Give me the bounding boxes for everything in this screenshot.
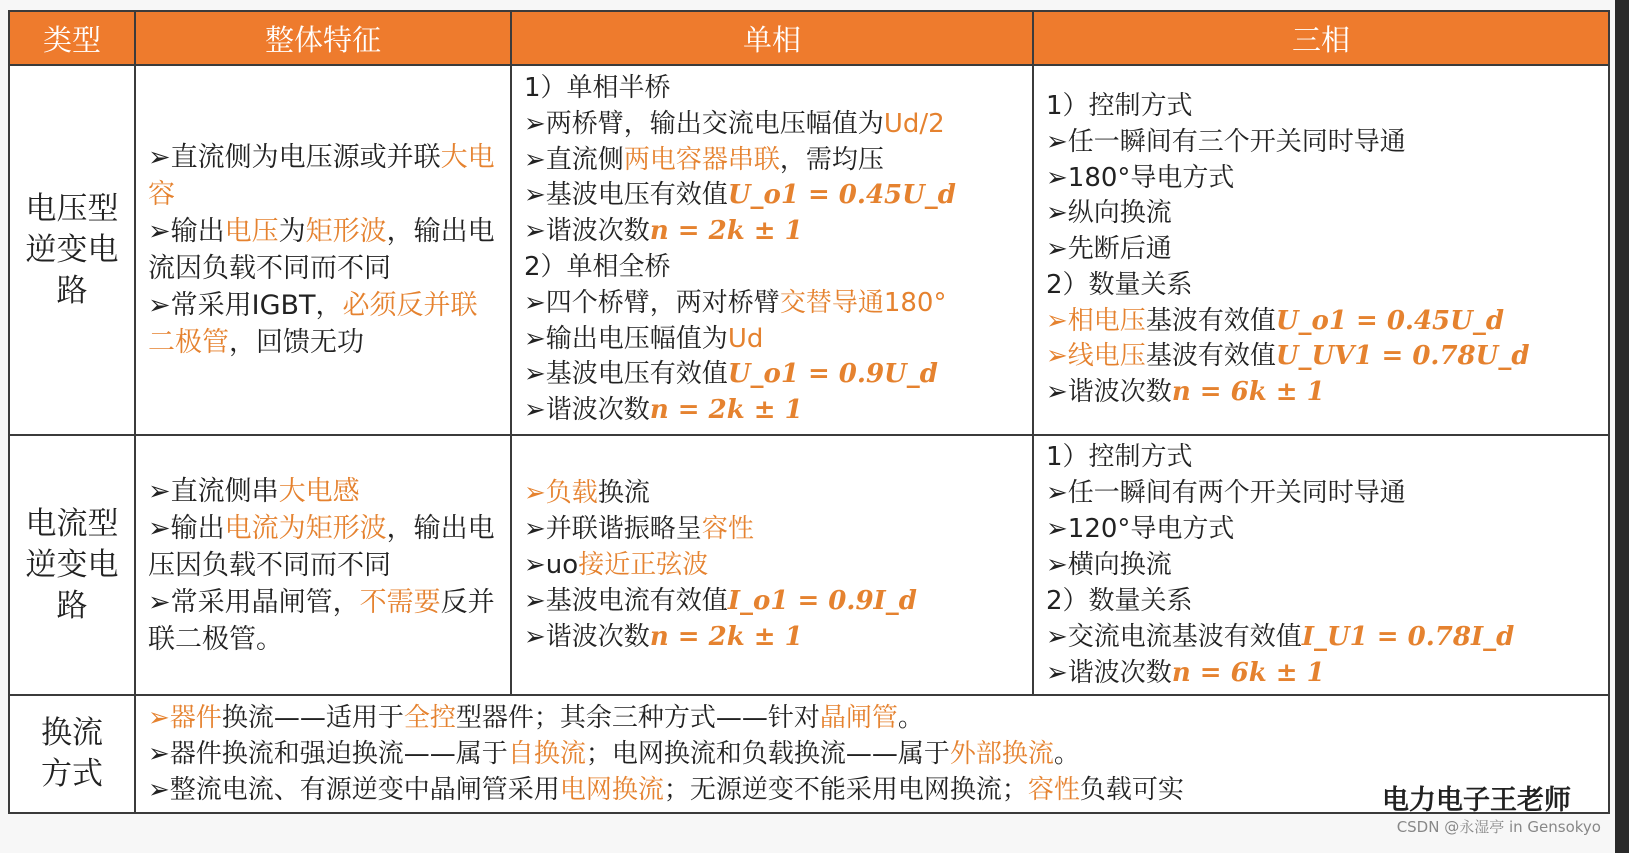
current-type-line: 路 (56, 587, 88, 624)
current-feature-3: ➢常采用晶闸管，不需要反并联二极管。 (148, 586, 495, 655)
current-features (135, 435, 511, 695)
three-ctrl-item: ➢任一瞬间有两个开关同时导通 (1046, 478, 1406, 508)
header-features: 整体特征 (135, 11, 511, 65)
three-qty-title: 2）数量关系 (1046, 586, 1193, 616)
commutation-type-line: 方式 (41, 756, 103, 792)
commutation-type-line: 换流 (41, 715, 103, 751)
half-bridge-fundamental: ➢基波电压有效值U_o1 = 0.45U_d (524, 180, 956, 211)
voltage-single-phase (511, 65, 1033, 435)
parallel-resonance: ➢并联谐振略呈容性 (524, 514, 754, 544)
summary-table (8, 10, 1610, 814)
header-type: 类型 (9, 11, 135, 65)
half-bridge-title: 1）单相半桥 (524, 73, 671, 104)
three-ctrl-item: ➢180°导电方式 (1046, 162, 1235, 193)
voltage-features (135, 65, 511, 435)
three-ctrl-item: ➢横向换流 (1046, 550, 1172, 580)
current-row (9, 435, 1609, 695)
full-bridge-fundamental: ➢基波电压有效值U_o1 = 0.9U_d (524, 359, 938, 390)
voltage-type-line: 电压型 (25, 190, 119, 227)
three-harmonic: ➢谐波次数n = 6k ± 1 (1046, 377, 1325, 408)
three-current-fundamental: ➢交流电流基波有效值I_U1 = 0.78I_d (1046, 622, 1515, 652)
current-type-line: 逆变电 (25, 546, 119, 583)
watermark: 电力电子王老师 (1382, 785, 1571, 816)
full-bridge-amplitude: ➢输出电压幅值为Ud (524, 323, 764, 354)
current-type (9, 435, 135, 695)
voltage-type (9, 65, 135, 435)
header-single-phase: 单相 (511, 11, 1033, 65)
half-bridge-harmonic: ➢谐波次数n = 2k ± 1 (524, 216, 803, 247)
voltage-row (9, 65, 1609, 435)
voltage-feature-3: ➢常采用IGBT，必须反并联二极管，回馈无功 (148, 290, 478, 358)
load-commutation: ➢负载换流 (524, 478, 650, 508)
current-type-line: 电流型 (25, 505, 119, 542)
current-harmonic: ➢谐波次数n = 2k ± 1 (524, 622, 803, 652)
three-phase-voltage: ➢相电压基波有效值U_o1 = 0.45U_d (1046, 305, 1505, 336)
full-bridge-arms: ➢四个桥臂，两对桥臂交替导通180° (524, 287, 947, 318)
three-ctrl-title: 1）控制方式 (1046, 90, 1193, 121)
three-ctrl-item: ➢先断后通 (1046, 234, 1172, 265)
commutation-line-1: ➢器件换流——适用于全控型器件；其余三种方式——针对晶闸管。 (148, 703, 924, 733)
three-ctrl-item: ➢120°导电方式 (1046, 514, 1235, 544)
current-fundamental: ➢基波电流有效值I_o1 = 0.9I_d (524, 586, 917, 616)
current-single-phase (511, 435, 1033, 695)
three-current-harmonic: ➢谐波次数n = 6k ± 1 (1046, 658, 1325, 688)
three-ctrl-item: ➢任一瞬间有三个开关同时导通 (1046, 126, 1406, 157)
voltage-feature-1: ➢直流侧为电压源或并联大电容 (148, 142, 495, 210)
three-qty-title: 2）数量关系 (1046, 269, 1193, 300)
commutation-type (9, 695, 135, 813)
header-three-phase: 三相 (1033, 11, 1609, 65)
full-bridge-title: 2）单相全桥 (524, 252, 671, 282)
commutation-line-2: ➢器件换流和强迫换流——属于自换流；电网换流和负载换流——属于外部换流。 (148, 739, 1080, 769)
three-ctrl-title: 1）控制方式 (1046, 442, 1193, 472)
commutation-line-3: ➢整流电流、有源逆变中晶闸管采用电网换流；无源逆变不能采用电网换流；容性负载可实 (148, 775, 1184, 805)
half-bridge-capacitors: ➢直流侧两电容器串联，需均压 (524, 144, 884, 175)
dark-edge (1615, 0, 1629, 853)
current-feature-2: ➢输出电流为矩形波，输出电压因负载不同而不同 (148, 512, 495, 581)
voltage-type-line: 路 (56, 272, 88, 309)
csdn-watermark: CSDN @永湿亭 in Gensokyo (1396, 818, 1601, 836)
three-ctrl-item: ➢纵向换流 (1046, 198, 1172, 229)
three-line-voltage: ➢线电压基波有效值U_UV1 = 0.78U_d (1046, 341, 1530, 372)
half-bridge-arms: ➢两桥臂，输出交流电压幅值为Ud/2 (524, 108, 945, 139)
current-feature-1: ➢直流侧串大电感 (148, 475, 360, 507)
commutation-row (9, 695, 1609, 813)
current-three-phase (1033, 435, 1609, 695)
header-row (9, 11, 1609, 65)
full-bridge-harmonic: ➢谐波次数n = 2k ± 1 (524, 395, 803, 426)
voltage-three-phase (1033, 65, 1609, 435)
uo-sine: ➢uo接近正弦波 (524, 550, 709, 580)
voltage-type-line: 逆变电 (25, 231, 119, 268)
voltage-feature-2: ➢输出电压为矩形波，输出电流因负载不同而不同 (148, 216, 495, 284)
